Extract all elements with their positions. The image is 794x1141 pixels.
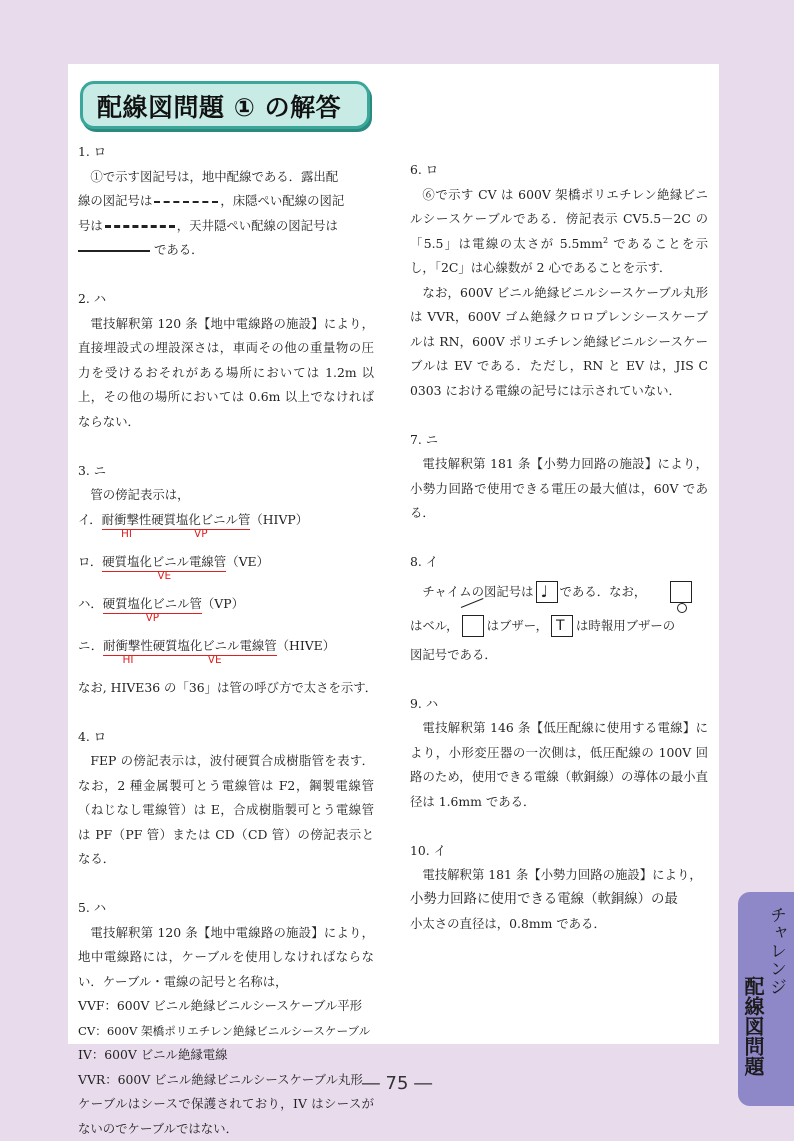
- option-ro-code: （VE）: [226, 553, 269, 569]
- option-i-term-b: [151, 511, 251, 540]
- answer-1-line3: [78, 214, 374, 239]
- answer-8: [410, 550, 708, 667]
- option-ha-term: [102, 595, 202, 624]
- answer-9: [410, 692, 708, 815]
- page-number: ― 75 ―: [361, 1073, 433, 1094]
- answer-8-line2: [410, 609, 708, 643]
- time-buzzer-t-glyph: T: [556, 618, 565, 634]
- answer-6: [410, 158, 708, 403]
- answer-8-text-c: はベル，: [410, 617, 459, 633]
- option-ni-abbr-a: HI: [122, 653, 134, 666]
- option-ni-term-b: [152, 637, 277, 666]
- answer-7: [410, 428, 708, 526]
- answer-8-text-b: である．なお，: [559, 583, 647, 599]
- answer-8-line3: 図記号である．: [410, 646, 497, 662]
- answer-2-number: 2. ハ: [78, 291, 107, 306]
- time-signal-buzzer-symbol-icon: [551, 615, 573, 637]
- option-ha-row: [78, 592, 374, 634]
- option-ro-term-text: 硬質塩化ビニル電線管: [102, 553, 227, 569]
- bell-symbol-icon: [670, 581, 692, 603]
- option-ni-term-a: [103, 637, 153, 666]
- option-i-label: イ．: [78, 511, 102, 527]
- option-ha-term-text: 硬質塩化ビニル管: [102, 595, 202, 611]
- title-box: [80, 81, 370, 129]
- option-ro-abbr: VE: [157, 569, 172, 582]
- answer-10-line1: 電技解釈第 181 条【小勢力回路の施設】により，: [422, 867, 702, 882]
- side-tab-upper: チャレンジ: [766, 906, 786, 996]
- option-i-term-a-text: 耐衝撃性: [101, 511, 152, 527]
- option-ni-term-b-text: 硬質塩化ビニル電線管: [152, 637, 277, 653]
- chime-note-glyph: ♩: [540, 582, 549, 601]
- option-ni-term-a-text: 耐衝撃性: [103, 637, 153, 653]
- answer-1-number: 1. ロ: [78, 144, 107, 159]
- answer-6-number: 6. ロ: [410, 162, 439, 177]
- option-i-abbr-a: HI: [120, 527, 132, 540]
- answer-1-line2: [78, 189, 374, 214]
- answer-2: [78, 287, 374, 434]
- side-tab-lower: 配線図問題: [741, 976, 765, 1076]
- answer-10-line3: 小太さの直径は，0.8mm である．: [410, 916, 606, 931]
- answer-3-number: 3. ニ: [78, 462, 107, 478]
- answer-5-tail: ケーブルはシースで保護されており，IV はシースがないのでケーブルではない．: [78, 1096, 374, 1136]
- answer-2-text: 電技解釈第 120 条【地中電線路の施設】により，直接埋設式の埋設深さは，車両その他の重量物の圧力を受けるおそれがある場所においては 1.2m 以上，その他の場所においては 0.6m 以上でなければならない．: [78, 315, 374, 429]
- answer-3-intro: 管の傍記表示は，: [90, 487, 190, 502]
- answer-9-number: 9. ハ: [410, 695, 439, 711]
- answer-6-text1a: ⑥で示す CV は 600V 架橋ポリエチレン絶縁ビニルシースケーブルである．傍記表示 CV5.5－2C の「5.5」は電線の太さが 5.5mm: [410, 186, 708, 251]
- option-ro-label: ロ．: [78, 553, 103, 569]
- option-ha-abbr: VP: [145, 611, 160, 624]
- option-ha-code: （VP）: [201, 595, 244, 611]
- answer-1-line1: ①で示す図記号は，地中配線である．露出配: [90, 168, 339, 184]
- answer-6-text1b: であることを示し，「2C」は心線数が 2 心であることを示す．: [410, 235, 708, 275]
- answer-1-line4: [78, 238, 374, 263]
- left-column: [78, 140, 378, 1141]
- answer-5: [78, 896, 374, 1141]
- option-i-term-b-text: 硬質塩化ビニル管: [151, 511, 251, 527]
- answer-1-line2a: 線の図記号は: [78, 193, 153, 208]
- answer-8-line1: [410, 575, 708, 609]
- answer-8-text-e: は時報用ブザーの: [576, 617, 676, 633]
- chime-symbol-icon: [536, 581, 558, 603]
- answer-5-number: 5. ハ: [78, 900, 107, 915]
- ceiling-concealed-wiring-symbol: [78, 250, 150, 252]
- option-ha-label: ハ．: [78, 595, 103, 611]
- option-i-term-a: [101, 511, 152, 540]
- option-ni-row: [78, 634, 374, 676]
- cable-vvf: VVF：600V ビニル絶縁ビニルシースケーブル平形: [78, 998, 363, 1013]
- answer-10-number: 10. イ: [410, 842, 447, 858]
- answer-6-text2: なお，600V ビニル絶縁ビニルシースケーブル丸形は VVR，600V ゴム絶縁クロロプレンシースケーブルは RN，600V ポリエチレン絶縁ビニルシースケーブルは EV である．ただし，RN と EV は，JIS C 0303 における電線の記号には示されていない．: [410, 284, 708, 398]
- page-title: 配線図問題 ① の解答: [97, 93, 342, 122]
- answer-8-number: 8. イ: [410, 554, 439, 569]
- buzzer-symbol-icon: [462, 615, 484, 637]
- option-ro-term: [102, 553, 227, 582]
- answer-6-superscript: 2: [602, 235, 609, 245]
- answer-7-text: 電技解釈第 181 条【小勢力回路の施設】により，小勢力回路で使用できる電圧の最大値は，60V である．: [410, 456, 708, 520]
- right-column: [410, 158, 708, 937]
- answer-9-text: 電技解釈第 146 条【低圧配線に使用する電線】により，小形変圧器の一次側は，低圧配線の 100V 回路のため，使用できる電線（軟銅線）の導体の最小直径は 1.6mm である．: [410, 720, 708, 809]
- floor-concealed-wiring-symbol: [105, 225, 175, 228]
- answer-10: [410, 839, 708, 937]
- answer-8-text-a: チャイムの図記号は: [422, 583, 534, 599]
- option-i-row: [78, 508, 374, 550]
- answer-1-line2b: ，床隠ぺい配線の図記: [220, 193, 345, 208]
- option-i-abbr-b: VP: [194, 527, 208, 540]
- answer-7-number: 7. ニ: [410, 431, 439, 447]
- answer-4-text: FEP の傍記表示は，波付硬質合成樹脂管を表す．なお，2 種金属製可とう電線管は F2，鋼製電線管（ねじなし電線管）は E，合成樹脂製可とう電線管は PF（PF 管）または CD（CD 管）の傍記表示となる．: [78, 753, 374, 866]
- option-ni-abbr-b: VE: [207, 653, 222, 666]
- option-i-code: （HIVP）: [250, 511, 309, 527]
- cable-cv: CV：600V 架橋ポリエチレン絶縁ビニルシースケーブル: [78, 1023, 371, 1038]
- answer-10-line2: 小勢力回路に使用できる電線（軟銅線）の最: [410, 891, 678, 907]
- exposed-wiring-symbol: [154, 201, 218, 203]
- answer-1-line3a: 号は: [78, 217, 103, 233]
- answer-1-line4-text: である．: [154, 242, 204, 257]
- answer-4: [78, 725, 374, 872]
- option-ni-label: ニ．: [78, 637, 104, 653]
- cable-iv: IV：600V ビニル絶縁電線: [78, 1047, 228, 1062]
- answer-8-text-d: はブザー，: [486, 617, 549, 633]
- answer-6-text1: [410, 183, 708, 281]
- answer-3: [78, 459, 378, 701]
- option-ni-code: （HIVE）: [276, 637, 336, 653]
- answer-1: [78, 140, 374, 263]
- answer-5-text: 電技解釈第 120 条【地中電線路の施設】により，地中電線路には，ケーブルを使用しなければならない．ケーブル・電線の記号と名称は，: [78, 924, 374, 989]
- cable-vvr: VVR：600V ビニル絶縁ビニルシースケーブル丸形: [78, 1071, 363, 1087]
- option-ro-row: [78, 550, 374, 592]
- answer-3-note: なお, HIVE36 の「36」は管の呼び方で太さを示す．: [78, 679, 378, 695]
- answer-4-number: 4. ロ: [78, 728, 107, 744]
- answer-1-line3b: ，天井隠ぺい配線の図記号は: [176, 217, 338, 233]
